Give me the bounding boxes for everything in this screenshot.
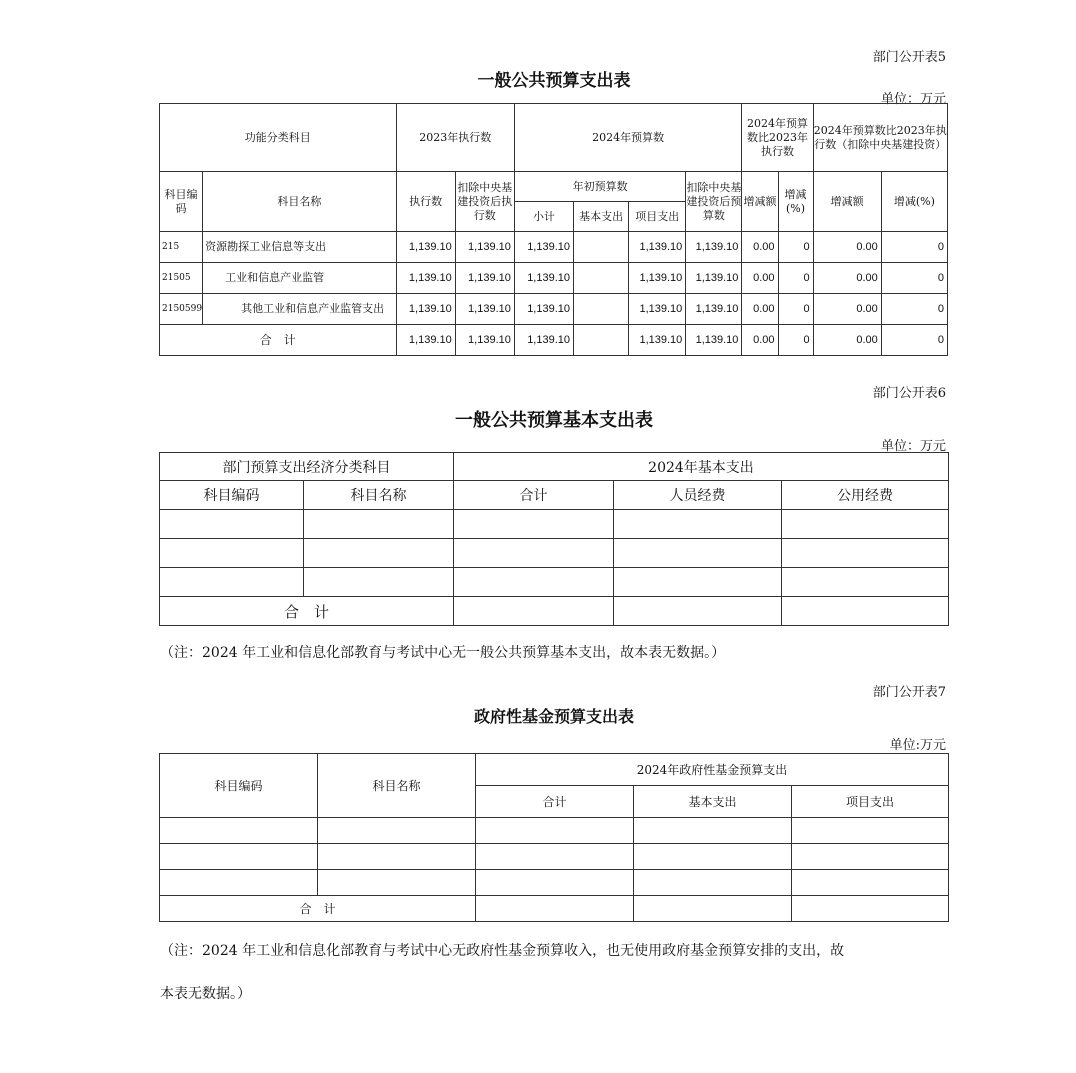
table7-unit: 单位:万元 — [889, 738, 946, 753]
header-total: 合计 — [476, 786, 634, 818]
header-name: 科目名称 — [318, 754, 476, 818]
row-code: 2150599 — [160, 294, 203, 325]
header-initial: 年初预算数 — [514, 172, 685, 202]
header-personnel: 人员经费 — [614, 481, 782, 510]
row-exec-ex: 1,139.10 — [455, 232, 514, 263]
table-row — [160, 568, 949, 597]
government-fund-budget-expenditure-table — [159, 753, 949, 922]
row-inc-pct2: 0 — [881, 232, 947, 263]
header-econ-category: 部门预算支出经济分类科目 — [160, 453, 454, 481]
header-total: 合计 — [454, 481, 614, 510]
table-row — [160, 294, 948, 325]
total-label: 合 计 — [160, 597, 454, 626]
row-inc-pct2: 0 — [881, 294, 947, 325]
row-basic — [574, 232, 629, 263]
row-project: 1,139.10 — [629, 263, 686, 294]
row-inc-amt2: 0.00 — [813, 263, 881, 294]
row-inc-amt: 0.00 — [742, 263, 778, 294]
total-subtotal: 1,139.10 — [514, 325, 573, 356]
row-inc-pct: 0 — [778, 263, 813, 294]
general-budget-expenditure-table — [159, 103, 948, 356]
table7-tag: 部门公开表7 — [872, 685, 946, 700]
header-exec-ex: 扣除中央基建投资后执行数 — [455, 172, 514, 232]
table5-unit: 单位：万元 — [880, 92, 946, 107]
header-name: 科目名称 — [203, 172, 396, 232]
row-inc-pct: 0 — [778, 232, 813, 263]
total-inc-pct: 0 — [778, 325, 813, 356]
row-inc-amt: 0.00 — [742, 232, 778, 263]
table-row — [160, 232, 948, 263]
table7-title: 政府性基金预算支出表 — [473, 707, 634, 726]
row-exec: 1,139.10 — [396, 263, 455, 294]
table6-tag: 部门公开表6 — [872, 386, 946, 401]
header-exec-2023: 2023年执行数 — [396, 104, 514, 172]
header-project: 项目支出 — [792, 786, 949, 818]
header-inc-amt2: 增减额 — [813, 172, 881, 232]
table5-tag: 部门公开表5 — [872, 50, 946, 65]
total-budget-ex: 1,139.10 — [686, 325, 742, 356]
total-row — [160, 597, 949, 626]
table6-title: 一般公共预算基本支出表 — [455, 410, 653, 431]
header-func-category: 功能分类科目 — [160, 104, 397, 172]
row-inc-amt2: 0.00 — [813, 294, 881, 325]
row-exec: 1,139.10 — [396, 232, 455, 263]
header-public: 公用经费 — [782, 481, 949, 510]
table5-title: 一般公共预算支出表 — [477, 71, 631, 91]
header-inc-amt: 增减额 — [742, 172, 778, 232]
row-basic — [574, 263, 629, 294]
row-exec: 1,139.10 — [396, 294, 455, 325]
header-basic: 基本支出 — [574, 202, 629, 232]
total-inc-amt2: 0.00 — [813, 325, 881, 356]
total-label: 合 计 — [160, 896, 476, 922]
header-project: 项目支出 — [629, 202, 686, 232]
row-name: 资源勘探工业信息等支出 — [203, 232, 396, 263]
row-subtotal: 1,139.10 — [514, 232, 573, 263]
header-basic: 基本支出 — [634, 786, 792, 818]
header-cmp-2023-ex: 2024年预算数比2023年执行数（扣除中央基建投资） — [813, 104, 947, 172]
row-inc-amt: 0.00 — [742, 294, 778, 325]
row-project: 1,139.10 — [629, 232, 686, 263]
total-project: 1,139.10 — [629, 325, 686, 356]
total-row — [160, 896, 949, 922]
row-subtotal: 1,139.10 — [514, 294, 573, 325]
table-row — [160, 263, 948, 294]
table6-unit: 单位：万元 — [880, 439, 946, 454]
table7-note-line1: （注：2024 年工业和信息化部教育与考试中心无政府性基金预算收入，也无使用政府基金预算安排的支出，故 — [160, 943, 845, 959]
header-budget-ex: 扣除中央基建投资后预算数 — [686, 172, 742, 232]
header-code: 科目编码 — [160, 481, 304, 510]
header-inc-pct2: 增减(%) — [881, 172, 947, 232]
total-exec-ex: 1,139.10 — [455, 325, 514, 356]
header-inc-pct: 增减(%) — [778, 172, 813, 232]
row-inc-pct2: 0 — [881, 263, 947, 294]
table-row — [160, 844, 949, 870]
table-row — [160, 510, 949, 539]
header-code: 科目编码 — [160, 754, 318, 818]
header-exec: 执行数 — [396, 172, 455, 232]
row-code: 21505 — [160, 263, 203, 294]
row-name: 其他工业和信息产业监管支出 — [203, 294, 396, 325]
total-inc-pct2: 0 — [881, 325, 947, 356]
table6-note: （注：2024 年工业和信息化部教育与考试中心无一般公共预算基本支出，故本表无数据。） — [160, 645, 726, 661]
row-subtotal: 1,139.10 — [514, 263, 573, 294]
header-budget-2024: 2024年预算数 — [514, 104, 742, 172]
table7-note-line2: 本表无数据。） — [160, 986, 251, 1002]
row-exec-ex: 1,139.10 — [455, 294, 514, 325]
total-basic — [574, 325, 629, 356]
row-name: 工业和信息产业监管 — [203, 263, 396, 294]
total-inc-amt: 0.00 — [742, 325, 778, 356]
table-row — [160, 539, 949, 568]
row-budget-ex: 1,139.10 — [686, 294, 742, 325]
row-budget-ex: 1,139.10 — [686, 232, 742, 263]
total-row — [160, 325, 948, 356]
row-basic — [574, 294, 629, 325]
total-exec: 1,139.10 — [396, 325, 455, 356]
row-project: 1,139.10 — [629, 294, 686, 325]
table-row — [160, 870, 949, 896]
header-fund-2024: 2024年政府性基金预算支出 — [476, 754, 949, 786]
header-cmp-2023: 2024年预算数比2023年执行数 — [742, 104, 813, 172]
row-exec-ex: 1,139.10 — [455, 263, 514, 294]
header-name: 科目名称 — [304, 481, 454, 510]
row-code: 215 — [160, 232, 203, 263]
row-budget-ex: 1,139.10 — [686, 263, 742, 294]
row-inc-pct: 0 — [778, 294, 813, 325]
header-code: 科目编码 — [160, 172, 203, 232]
general-budget-basic-expenditure-table — [159, 452, 949, 626]
header-subtotal: 小计 — [514, 202, 573, 232]
total-label: 合 计 — [160, 325, 397, 356]
header-basic-2024: 2024年基本支出 — [454, 453, 949, 481]
table-row — [160, 818, 949, 844]
row-inc-amt2: 0.00 — [813, 232, 881, 263]
